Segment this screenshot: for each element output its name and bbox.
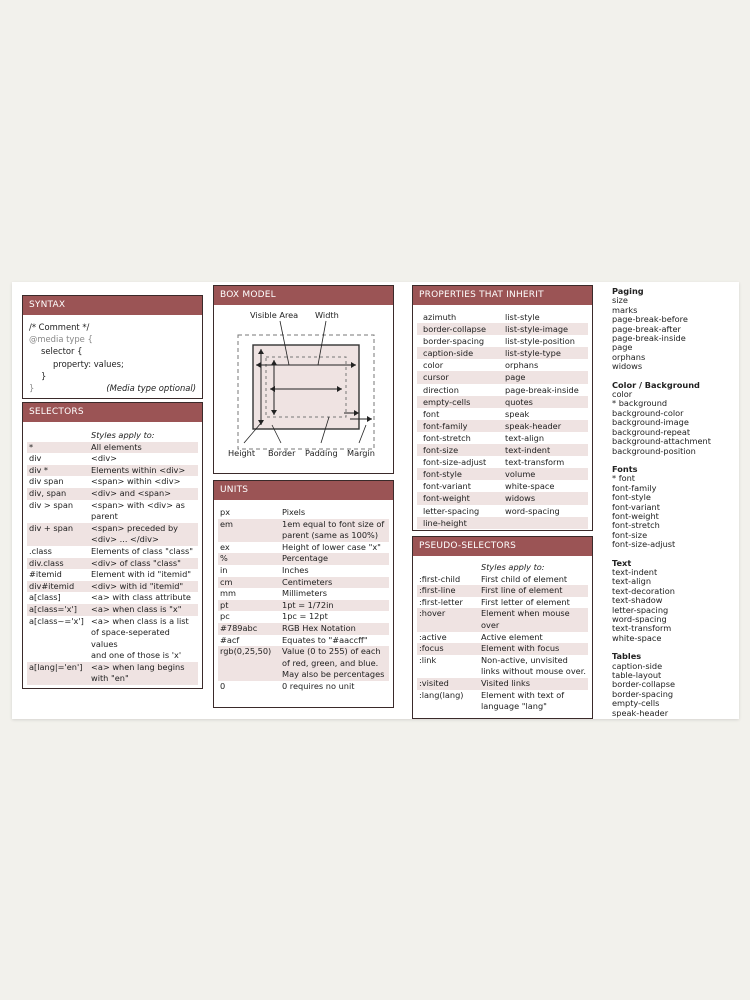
border-label: Border (268, 448, 296, 458)
margin-label: Margin (347, 448, 375, 458)
unit-desc-cell (282, 681, 387, 693)
selector-cell: a[class~='x'] (29, 615, 84, 626)
inherit-row (417, 517, 588, 529)
inherit-row (417, 335, 588, 347)
inherit-prop-a: font-family (423, 420, 468, 431)
unit-desc-cell (282, 542, 387, 554)
group-item: font-stretch (612, 520, 660, 531)
inherit-prop-a: font-style (423, 469, 462, 480)
unit-desc-line: Centimeters (282, 576, 333, 587)
unit-desc-line: 0 requires no unit (282, 680, 355, 691)
selector-desc-cell (91, 581, 196, 593)
selector-row (27, 453, 198, 465)
group-item: letter-spacing (612, 604, 669, 615)
group-item: text-shadow (612, 595, 663, 606)
syntax-note: (Media type optional) (106, 383, 196, 394)
selector-row (27, 488, 198, 500)
inherit-prop-b: speak (505, 408, 530, 419)
unit-desc-cell (282, 588, 387, 600)
unit-cell: rgb(0,25,50) (220, 646, 272, 657)
unit-row (218, 507, 389, 519)
unit-desc-cell (282, 623, 387, 635)
pseudo-cell: :link (419, 654, 437, 665)
group-item: white-space (612, 632, 662, 643)
pseudo-desc-line: First child of element (481, 573, 568, 584)
group-item: text-align (612, 576, 652, 587)
group-item: background-position (612, 445, 696, 456)
selector-desc-cell (91, 488, 196, 500)
syntax-line: @media type { (29, 334, 93, 345)
inherit-prop-a: font-size-adjust (423, 457, 487, 468)
unit-desc-cell (282, 553, 387, 565)
pseudo-desc-cell (481, 574, 586, 586)
selectors-header: SELECTORS (23, 403, 202, 422)
selector-row (27, 523, 198, 546)
group-item: speak-header (612, 707, 669, 718)
group-item: font-size (612, 529, 648, 540)
pseudo-row (417, 608, 588, 631)
pseudo-row (417, 643, 588, 655)
inherit-header: PROPERTIES THAT INHERIT (413, 286, 592, 305)
selector-cell: div > span (29, 499, 74, 510)
padding-label: Padding (305, 448, 338, 458)
cheat-sheet (12, 282, 739, 719)
inherit-prop-b: quotes (505, 396, 533, 407)
inherit-prop-b (505, 517, 586, 529)
selector-desc-line: <div> of class "class" (91, 557, 181, 568)
selector-desc-line: <a> when class is "x" (91, 603, 182, 614)
inherit-prop-b: list-style-type (505, 348, 561, 359)
pseudo-desc-cell (481, 608, 586, 631)
pseudo-table (413, 556, 592, 713)
group-item: background-image (612, 417, 689, 428)
units-header: UNITS (214, 481, 393, 500)
unit-desc-cell (282, 565, 387, 577)
inherit-row (417, 371, 588, 383)
unit-cell: pc (220, 611, 230, 622)
pseudo-desc-line: First line of element (481, 585, 563, 596)
selectors-table (23, 422, 202, 685)
inherit-prop-a: font-size (423, 445, 459, 456)
inherit-prop-b: volume (505, 469, 536, 480)
unit-row (218, 600, 389, 612)
unit-row (218, 519, 389, 542)
unit-desc-line: 1em equal to font size of (282, 518, 385, 529)
box-model-header: BOX MODEL (214, 286, 393, 305)
selector-cell: div span (29, 476, 64, 487)
unit-row (218, 588, 389, 600)
pseudo-desc-cell (481, 678, 586, 690)
unit-row (218, 553, 389, 565)
unit-row (218, 635, 389, 647)
selector-row (27, 662, 198, 685)
selector-desc-cell (91, 453, 196, 465)
inherit-prop-b: page (505, 372, 526, 383)
pseudo-desc-cell (481, 632, 586, 644)
inherit-prop-a: font-variant (423, 481, 471, 492)
units-table (214, 500, 393, 693)
selector-row (27, 500, 198, 523)
inherit-prop-a: empty-cells (423, 396, 471, 407)
selector-row (27, 442, 198, 454)
unit-desc-line: 1pt = 1/72in (282, 599, 334, 610)
pseudo-desc-line: First letter of element (481, 596, 570, 607)
inherit-prop-a: color (423, 360, 444, 371)
inherit-row (417, 468, 588, 480)
selector-row (27, 581, 198, 593)
selector-desc-line: Element with id "itemid" (91, 569, 192, 580)
unit-desc-line: 1pc = 12pt (282, 611, 328, 622)
unit-desc-line: Percentage (282, 553, 329, 564)
unit-desc-line: Equates to "#aaccff" (282, 634, 368, 645)
inherit-prop-b: text-transform (505, 457, 565, 468)
selector-desc-cell (91, 523, 196, 546)
selector-cell: .class (29, 545, 52, 556)
selector-desc-line: <div> (91, 453, 118, 464)
pseudo-desc-line: language "lang" (481, 701, 547, 712)
inherit-prop-b: page-break-inside (505, 384, 579, 395)
selector-row (27, 592, 198, 604)
selector-desc-cell (91, 546, 196, 558)
selector-row (27, 546, 198, 558)
inherit-row (417, 432, 588, 444)
pseudo-cell: :focus (419, 643, 444, 654)
selector-row (27, 558, 198, 570)
inherit-prop-a: azimuth (423, 312, 457, 322)
selector-desc-line: All elements (91, 441, 142, 452)
selector-row (27, 476, 198, 488)
group-item: font-weight (612, 510, 659, 521)
group-item: border-collapse (612, 679, 676, 690)
box-model-diagram (214, 305, 393, 473)
inherit-prop-b: speak-header (505, 420, 562, 431)
selector-cell: div (29, 453, 42, 464)
group-title: Paging (612, 286, 644, 296)
property-groups (612, 287, 737, 718)
inherit-prop-b: orphans (505, 360, 539, 371)
selector-cell: div * (29, 464, 49, 475)
selector-desc-line: <div> ... </div> (91, 534, 159, 545)
syntax-line: selector { (41, 346, 83, 357)
inherit-row (417, 311, 588, 323)
unit-cell: pt (220, 599, 229, 610)
group-item: background-attachment (612, 436, 711, 447)
syntax-panel (22, 295, 203, 399)
inherit-prop-a: caption-side (423, 348, 474, 359)
unit-desc-cell (282, 635, 387, 647)
pseudo-panel (412, 536, 593, 719)
inherit-row (417, 444, 588, 456)
selector-desc-cell (91, 569, 196, 581)
selector-desc-cell (91, 616, 196, 662)
selector-desc-line: Elements of class "class" (91, 545, 194, 556)
unit-desc-line: RGB Hex Notation (282, 622, 356, 633)
unit-desc-line: Pixels (282, 507, 306, 517)
selector-cell: div.class (29, 557, 64, 568)
unit-desc-line: of red, green, and blue. (282, 657, 379, 668)
selector-desc-cell (91, 592, 196, 604)
inherit-prop-b: list-style (505, 312, 540, 322)
inherit-prop-a: border-spacing (423, 336, 485, 347)
pseudo-cell: :first-child (419, 573, 461, 584)
pseudo-desc-cell (481, 655, 586, 678)
unit-row (218, 623, 389, 635)
selector-cell: div, span (29, 487, 67, 498)
unit-cell: cm (220, 576, 233, 587)
selector-desc-cell (91, 476, 196, 488)
syntax-line: /* Comment */ (29, 322, 90, 332)
syntax-line: } (41, 370, 47, 381)
unit-desc-line: Inches (282, 564, 309, 575)
selector-cell: #itemid (29, 569, 62, 580)
group-title: Tables (612, 651, 642, 662)
pseudo-header: PSEUDO-SELECTORS (413, 537, 592, 556)
selector-row (27, 569, 198, 581)
inherit-prop-a: cursor (423, 372, 449, 383)
selectors-panel (22, 402, 203, 689)
group-item: text-decoration (612, 585, 675, 596)
pseudo-desc-line: Element with text of (481, 689, 565, 700)
group-title: Fonts (612, 463, 638, 474)
pseudo-desc-line: Element when mouse over (481, 608, 570, 630)
group-item: text-indent (612, 566, 658, 577)
inherit-row (417, 384, 588, 396)
inherit-prop-b: white-space (505, 481, 555, 492)
inherit-prop-a: border-collapse (423, 324, 487, 335)
pseudo-desc-cell (481, 597, 586, 609)
margin-pointer (359, 425, 366, 443)
pseudo-desc-cell (481, 690, 586, 713)
inherit-prop-a: font-stretch (423, 432, 471, 443)
unit-desc-cell (282, 611, 387, 623)
inherit-prop-a: direction (423, 384, 459, 395)
border-box (253, 345, 359, 429)
unit-row (218, 681, 389, 693)
units-panel (213, 480, 394, 708)
selector-desc-line: <a> with class attribute (91, 592, 191, 603)
inherit-row (417, 456, 588, 468)
group-title: Color / Background (612, 379, 700, 390)
selector-cell: a[class='x'] (29, 603, 77, 614)
unit-cell: % (220, 553, 228, 564)
group-item: orphans (612, 351, 646, 362)
selector-desc-line: parent (91, 511, 118, 522)
inherit-row (417, 359, 588, 371)
selector-cell: a[lang|='en'] (29, 661, 83, 672)
box-model-panel (213, 285, 394, 474)
syntax-line: } (29, 383, 35, 394)
inherit-row (417, 492, 588, 504)
unit-desc-cell (282, 646, 387, 681)
group-title: Text (612, 557, 632, 568)
pseudo-cell: :hover (419, 608, 446, 619)
unit-row (218, 646, 389, 681)
group-item: border-spacing (612, 688, 674, 699)
inherit-prop-b: list-style-image (505, 324, 569, 335)
group-item: font-family (612, 482, 657, 493)
inherit-row (417, 396, 588, 408)
inherit-row (417, 408, 588, 420)
group-item: * font (612, 473, 635, 484)
pseudo-row (417, 655, 588, 678)
group-item: font-style (612, 492, 651, 503)
selector-desc-line: <div> and <span> (91, 487, 172, 498)
selector-cell: * (29, 441, 34, 452)
group-item: * background (612, 398, 668, 409)
group-item: table-layout (612, 670, 662, 681)
selector-desc-line: of space-seperated values (91, 627, 170, 649)
group-item: marks (612, 304, 638, 315)
unit-desc-cell (282, 507, 387, 519)
pseudo-desc-line: Active element (481, 631, 543, 642)
selector-desc-line: <div> with id "itemid" (91, 580, 184, 591)
group-item: caption-side (612, 660, 663, 671)
selector-cell: div#itemid (29, 580, 75, 591)
pseudo-desc-line: Element with focus (481, 643, 560, 654)
selector-desc-line: <span> preceded by (91, 522, 179, 533)
unit-cell: px (220, 507, 231, 517)
unit-row (218, 611, 389, 623)
unit-cell: 0 (220, 680, 226, 691)
unit-desc-line: Value (0 to 255) of each (282, 646, 381, 657)
unit-desc-cell (282, 600, 387, 612)
unit-row (218, 542, 389, 554)
group-item: size (612, 295, 628, 306)
group-item: word-spacing (612, 614, 667, 624)
unit-row (218, 577, 389, 589)
inherit-prop-a: letter-spacing (423, 505, 480, 516)
syntax-line: property: values; (53, 358, 124, 369)
unit-cell: #acf (220, 634, 240, 645)
group-item: background-color (612, 407, 684, 418)
unit-cell: in (220, 564, 228, 575)
height-label: Height (228, 448, 256, 458)
group-item: background-repeat (612, 426, 691, 437)
selector-desc-line: Elements within <div> (91, 464, 186, 475)
pseudo-applies-header: Styles apply to: (481, 562, 545, 572)
selector-desc-cell (91, 558, 196, 570)
inherit-prop-b: list-style-position (505, 336, 575, 347)
unit-desc-cell (282, 577, 387, 589)
selector-row (27, 604, 198, 616)
group-item: text-transform (612, 623, 672, 634)
pseudo-row (417, 678, 588, 690)
pseudo-desc-cell (481, 585, 586, 597)
pseudo-cell: :lang(lang) (419, 689, 464, 700)
group-item: empty-cells (612, 698, 660, 709)
group-item: color (612, 389, 633, 400)
inherit-row (417, 480, 588, 492)
group-item: page-break-after (612, 323, 681, 334)
selector-cell: div + span (29, 522, 74, 533)
selector-cell: a[class] (29, 592, 61, 603)
selector-desc-line: <span> with <div> as (91, 499, 185, 510)
pseudo-row (417, 690, 588, 713)
syntax-code (23, 315, 202, 394)
inherit-prop-b: text-indent (505, 445, 551, 456)
inherit-panel (412, 285, 593, 531)
pseudo-cell: :active (419, 631, 447, 642)
inherit-prop-a: line-height (423, 517, 467, 528)
inherit-prop-a: font (423, 408, 440, 419)
pseudo-row (417, 632, 588, 644)
unit-desc-line: May also be percentages (282, 669, 385, 680)
unit-desc-line: parent (same as 100%) (282, 530, 379, 541)
group-item: font-size-adjust (612, 539, 676, 550)
inherit-prop-a: font-weight (423, 493, 470, 504)
pseudo-cell: :first-line (419, 585, 456, 596)
width-label: Width (315, 310, 339, 320)
inherit-prop-b: word-spacing (505, 505, 560, 516)
selector-desc-line: <span> within <div> (91, 476, 181, 487)
group-item: page (612, 342, 633, 353)
inherit-prop-b: widows (505, 493, 536, 504)
selector-desc-cell (91, 500, 196, 523)
inherit-table (413, 305, 592, 529)
selector-row (27, 465, 198, 477)
pseudo-row (417, 585, 588, 597)
group-item: page-break-inside (612, 333, 686, 344)
selector-desc-line: <a> when class is a list (91, 615, 189, 626)
pseudo-desc-line: Visited links (481, 677, 531, 688)
margin-head (367, 416, 372, 422)
selector-desc-cell (91, 662, 196, 685)
unit-cell: #789abc (220, 622, 258, 633)
inherit-row (417, 323, 588, 335)
pseudo-row (417, 597, 588, 609)
selector-desc-line: <a> when lang begins (91, 661, 185, 672)
selector-desc-cell (91, 442, 196, 454)
pseudo-cell: :visited (419, 677, 449, 688)
inherit-row (417, 347, 588, 359)
group-item: page-break-before (612, 314, 688, 325)
syntax-header: SYNTAX (23, 296, 202, 315)
unit-row (218, 565, 389, 577)
unit-desc-cell (282, 519, 387, 542)
visible-area-label: Visible Area (250, 310, 299, 320)
pseudo-desc-line: Non-active, unvisited (481, 654, 568, 665)
unit-cell: ex (220, 541, 230, 552)
inherit-prop-b: text-align (505, 432, 545, 443)
pseudo-cell: :first-letter (419, 596, 463, 607)
inherit-row (417, 420, 588, 432)
unit-cell: mm (220, 588, 236, 599)
inherit-row (417, 505, 588, 517)
pseudo-desc-cell (481, 643, 586, 655)
selectors-applies-header: Styles apply to: (91, 430, 155, 440)
selector-desc-line: and one of those is 'x' (91, 650, 182, 661)
selector-desc-cell (91, 604, 196, 616)
selector-desc-cell (91, 465, 196, 477)
group-item: widows (612, 361, 643, 372)
unit-desc-line: Millimeters (282, 588, 328, 599)
unit-cell: em (220, 518, 234, 529)
selector-desc-line: with "en" (91, 673, 129, 684)
unit-desc-line: Height of lower case "x" (282, 541, 381, 552)
pseudo-desc-line: links without mouse over. (481, 666, 586, 677)
selector-row (27, 616, 198, 662)
group-item: font-variant (612, 501, 660, 512)
pseudo-row (417, 574, 588, 586)
